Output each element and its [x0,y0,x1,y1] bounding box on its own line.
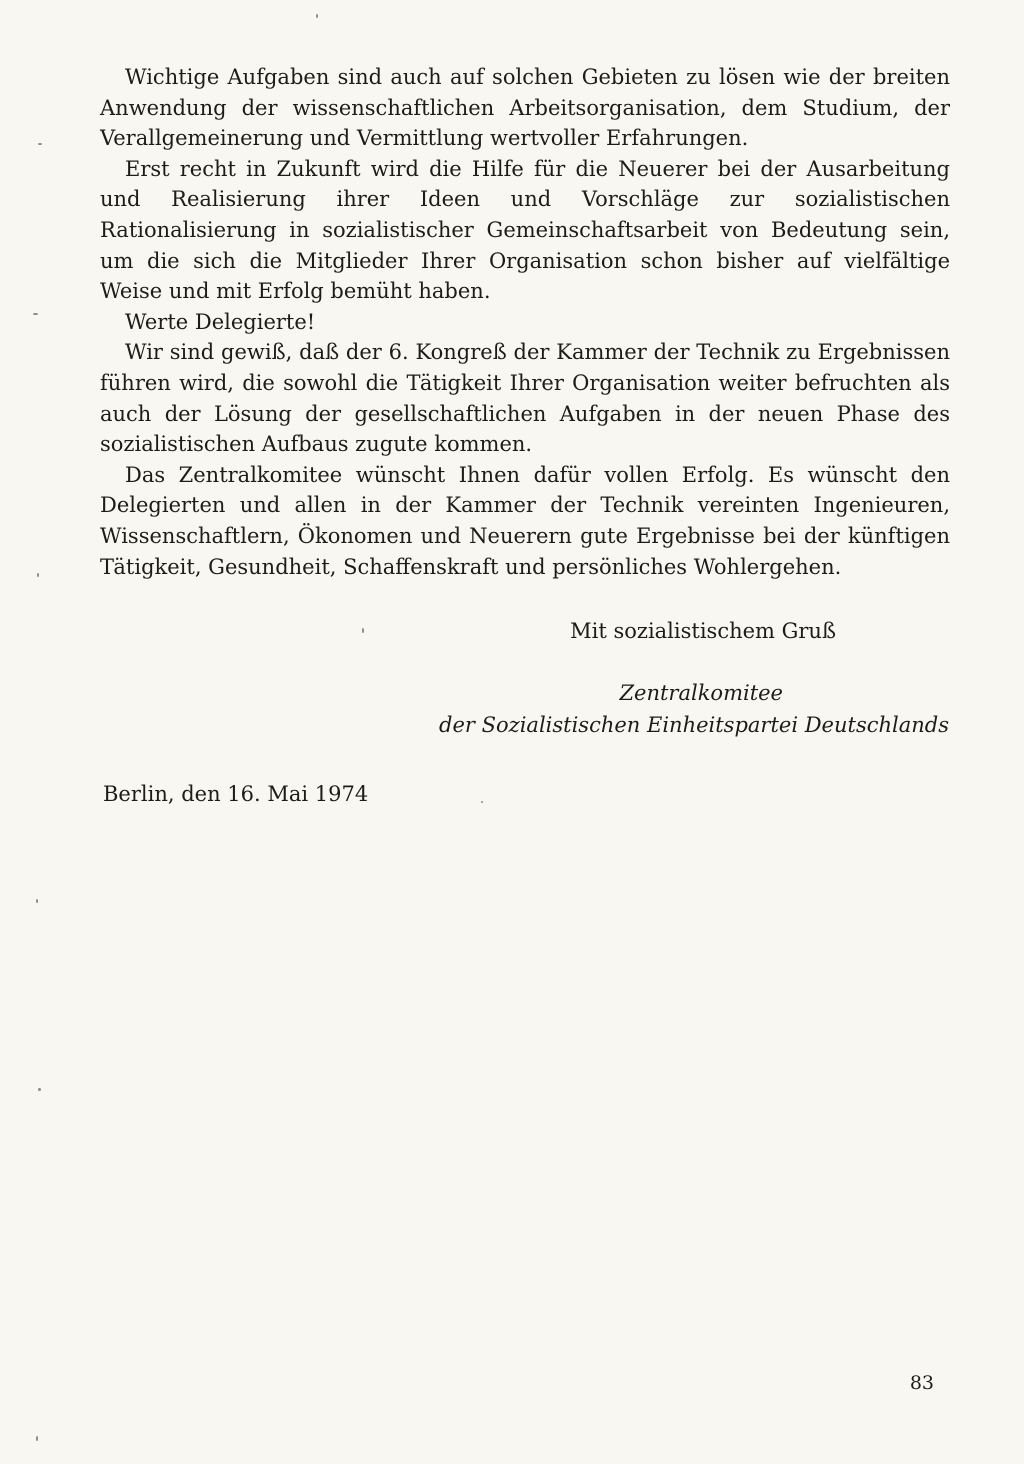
scan-speck [38,1088,41,1091]
letter-body [100,62,950,582]
scan-speck [33,313,38,315]
scan-speck [362,628,364,633]
scan-speck [36,1436,38,1441]
page-number: 83 [909,1372,934,1394]
scan-speck [37,573,39,577]
scan-speck [38,143,42,145]
scan-speck [316,14,318,18]
signature-block [439,677,949,741]
paragraph-1: Wichtige Aufgaben sind auch auf solchen Gebieten zu lösen wie der breiten Anwendung der wissenschaftlichen Arbeitsorganisation, dem Studium, der Verallgemeinerung und Vermittlung wertvoller Erfahrungen. [100,65,950,151]
salutation: Werte Delegierte! [125,309,316,334]
place-date: Berlin, den 16. Mai 1974 [103,782,369,806]
closing-greeting: Mit sozialistischem Gruß [570,619,836,643]
paragraph-3: Wir sind gewiß, daß der 6. Kongreß der Kammer der Technik zu Ergebnissen führen wird, die sowohl die Tätigkeit Ihrer Organisation weiter befruchten als auch der Lösung der gesellschaftlichen Aufgaben in der neuen Phase des sozialistischen Aufbaus zugute kommen. [100,340,950,457]
signature-line-1: Zentralkomitee [619,681,783,705]
paragraph-4: Das Zentralkomitee wünscht Ihnen dafür vollen Erfolg. Es wünscht den Delegierten und allen in der Kammer der Technik vereinten Ingenieuren, Wissenschaftlern, Ökonomen und Neuerern gute Ergebnisse bei der künftigen Tätigkeit, Gesundheit, Schaffenskraft und persönliches Wohlergehen. [100,462,950,579]
scan-speck [481,801,483,803]
scan-speck [36,899,38,903]
paragraph-2: Erst recht in Zukunft wird die Hilfe für die Neuerer bei der Ausarbeitung und Realisierung ihrer Ideen und Vorschläge zur sozialistischen Rationalisierung in sozialistischer Gemeinschaftsarbeit von Bedeutung sein, um die sich die Mitglieder Ihrer Organisation schon bisher auf vielfältige Weise und mit Erfolg bemüht haben. [100,156,950,304]
signature-line-2: der Sozialistischen Einheitspartei Deutschlands [439,713,949,737]
